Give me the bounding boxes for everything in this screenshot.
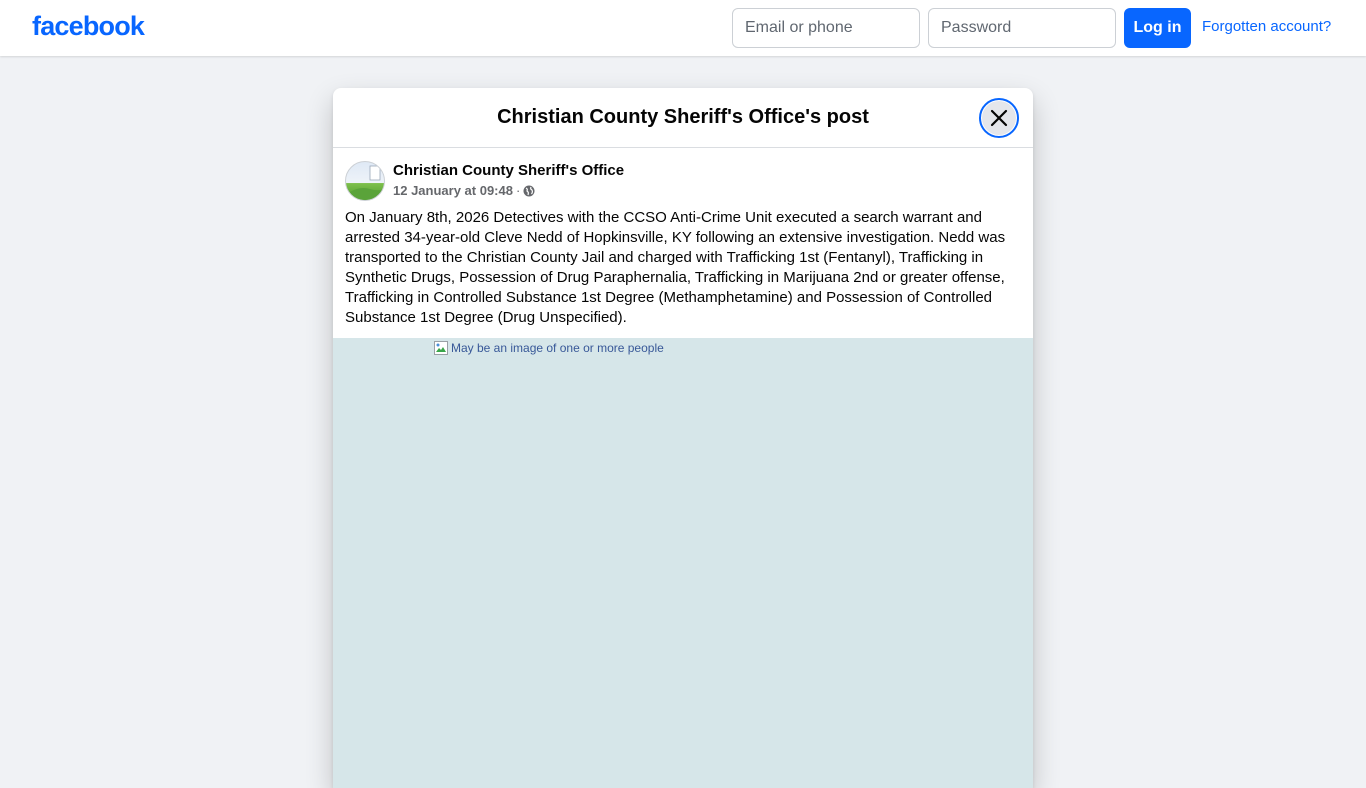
facebook-logo[interactable]: facebook xyxy=(32,11,145,41)
dialog-title: Christian County Sheriff's Office's post xyxy=(497,106,869,128)
avatar-image xyxy=(346,162,385,201)
dialog-header xyxy=(333,88,1033,148)
broken-image-icon xyxy=(433,340,449,356)
author-avatar[interactable] xyxy=(345,161,385,201)
meta-separator: · xyxy=(515,183,521,198)
post-dialog xyxy=(333,88,1033,788)
post-image-area[interactable] xyxy=(333,338,1033,788)
post-timestamp[interactable]: 12 January at 09:48 xyxy=(393,183,513,198)
post-meta xyxy=(393,183,535,198)
email-field[interactable] xyxy=(732,8,920,48)
close-icon xyxy=(990,109,1008,127)
password-field[interactable] xyxy=(928,8,1116,48)
image-alt-text: May be an image of one or more people xyxy=(451,341,664,355)
top-navigation-bar xyxy=(0,0,1366,56)
forgotten-account-link[interactable]: Forgotten account? xyxy=(1202,18,1332,35)
globe-icon xyxy=(523,185,535,197)
close-button[interactable] xyxy=(979,98,1019,138)
author-name[interactable]: Christian County Sheriff's Office xyxy=(393,162,625,179)
broken-image-placeholder[interactable] xyxy=(433,340,664,356)
login-button[interactable]: Log in xyxy=(1124,8,1191,48)
post-text: On January 8th, 2026 Detectives with the CCSO Anti-Crime Unit executed a search warrant and arrested 34-year-old Cleve Nedd of Hopkinsville, KY following an extensive investigation. Nedd was transported to the Christian County Jail and charged with Trafficking 1st (Fentanyl), Trafficking in Synthetic Drugs, Possession of Drug Paraphernalia, Trafficking in Marijuana 2nd or greater offense, Trafficking in Controlled Substance 1st Degree (Methamphetamine) and Possession of Controlled Substance 1st Degree (Drug Unspecified). xyxy=(345,209,1006,326)
